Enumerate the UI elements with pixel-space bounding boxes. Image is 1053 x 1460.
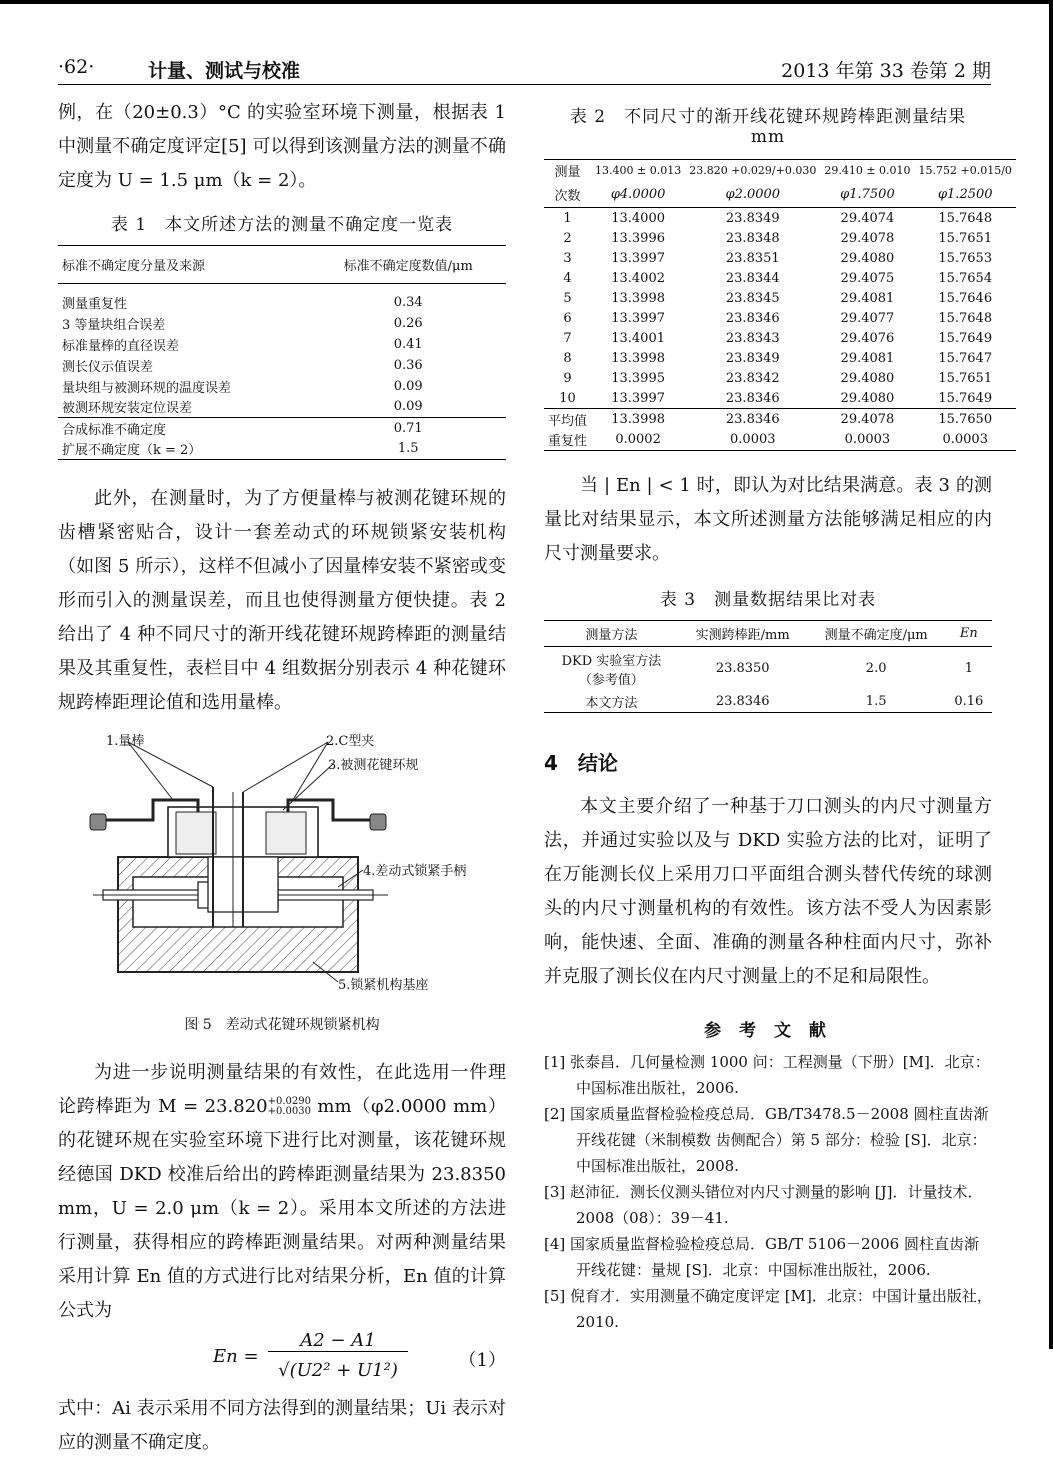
left-column	[58, 96, 506, 1460]
t2-cell: 13.3998	[611, 291, 665, 306]
paragraph-4: 式中：Ai 表示采用不同方法得到的测量结果；Ui 表示对应的测量不确定度。	[58, 1398, 506, 1453]
t2-cell: 15.7648	[938, 210, 993, 226]
t2-cell: 29.4080	[840, 390, 895, 406]
reference-item: [3] 赵沛征．测长仪测头错位对内尺寸测量的影响 [J]．计量技术．2008（08）：39－41.	[544, 1183, 983, 1227]
eq-denominator: √(U2² + U1²)	[278, 1360, 398, 1381]
t2-col-head: 29.410 ± 0.010	[824, 164, 911, 178]
t1-cell: 扩展不确定度（k = 2）	[62, 443, 202, 459]
t2-cell: 13.4000	[611, 210, 665, 226]
table1-caption: 表 1 本文所述方法的测量不确定度一览表	[110, 215, 454, 235]
t2-cell: 1	[563, 210, 572, 226]
t2-cell: 13.3996	[611, 231, 665, 246]
t2-mean: 29.4078	[840, 411, 895, 427]
t2-cell: 29.4080	[840, 251, 895, 266]
t1-cell: 0.34	[393, 294, 423, 310]
fig-label-base: 5.锁紧机构基座	[338, 978, 429, 993]
t2-cell: 23.8351	[725, 251, 780, 266]
reference-item: [5] 倪育才．实用测量不确定度评定 [M]．北京：中国计量出版社，2010.	[544, 1287, 992, 1331]
t2-cell: 29.4080	[840, 371, 895, 386]
tolerance-upper: +0.0290	[267, 1096, 311, 1107]
t3-cell: 23.8350	[715, 661, 770, 677]
t1-cell: 0.41	[393, 336, 423, 352]
t2-cell: 23.8348	[725, 231, 780, 246]
figure-5	[58, 732, 506, 1002]
t1-cell: 0.26	[393, 315, 423, 331]
table-3	[544, 620, 992, 713]
t1-cell: 3 等量块组合误差	[62, 317, 166, 333]
t2-rep: 0.0003	[730, 432, 776, 448]
equation-1	[58, 1328, 506, 1392]
t2-rep: 0.0002	[615, 432, 661, 448]
fig-label-ring: 3.被测花键环规	[328, 758, 419, 773]
t2-cell: 15.7649	[938, 331, 993, 346]
t2-mean: 23.8346	[725, 411, 780, 427]
t3-method-line2: （参考值）	[578, 672, 644, 688]
t2-cell: 15.7653	[938, 251, 993, 266]
t1-cell: 0.71	[393, 420, 423, 436]
t2-cell: 29.4074	[840, 210, 895, 226]
t1-cell: 0.09	[393, 399, 423, 415]
t1-cell: 0.09	[393, 378, 423, 394]
right-column	[544, 96, 1012, 1335]
t2-cell: 5	[563, 291, 572, 306]
t2-cell: 29.4075	[840, 271, 895, 286]
table3-caption: 表 3 测量数据结果比对表	[659, 590, 877, 610]
t2-cell: 13.4002	[611, 271, 665, 286]
t3-header: 实测跨棒距/mm	[695, 628, 790, 643]
t2-rowhead: 测量	[554, 165, 581, 181]
tolerance-lower: +0.0030	[267, 1106, 311, 1117]
t2-rod: φ4.0000	[610, 186, 666, 202]
t3-cell: 23.8346	[715, 693, 770, 709]
t1-cell: 量块组与被测环规的温度误差	[62, 380, 232, 396]
t3-header: 测量方法	[585, 628, 638, 643]
top-border	[0, 0, 1053, 4]
issue-info: 2013 年第 33 卷第 2 期	[781, 60, 991, 82]
t2-rep: 0.0003	[844, 432, 891, 448]
t2-cell: 9	[563, 371, 572, 386]
t2-cell: 29.4081	[840, 351, 895, 366]
t2-cell: 13.3998	[611, 351, 665, 366]
t3-header: En	[959, 626, 978, 641]
t2-cell: 7	[563, 331, 572, 346]
t2-cell: 10	[559, 390, 576, 406]
t2-rep: 重复性	[548, 434, 588, 450]
journal-title: 计量、测试与校准	[148, 60, 301, 82]
t2-rod: φ2.0000	[725, 186, 781, 202]
t1-cell: 1.5	[397, 441, 419, 457]
t1-header-source: 标准不确定度分量及来源	[62, 259, 206, 274]
t3-cell: 本文方法	[585, 695, 638, 711]
paragraph-3	[58, 1056, 506, 1328]
t2-cell: 15.7651	[938, 371, 993, 386]
t2-cell: 15.7646	[938, 291, 993, 306]
t2-cell: 15.7651	[938, 231, 993, 246]
t2-cell: 2	[563, 231, 572, 246]
t1-cell: 测长仪示值误差	[62, 359, 154, 375]
t2-mean: 平均值	[548, 413, 588, 429]
t2-cell: 13.3997	[611, 251, 665, 266]
t2-mean: 13.3998	[611, 411, 665, 427]
t2-cell: 13.3995	[611, 371, 665, 386]
right-border	[1049, 0, 1053, 1349]
tolerance	[268, 1097, 311, 1117]
fig-label-clamp: 2.C型夹	[326, 734, 375, 749]
paragraph-6: 本文主要介绍了一种基于刀口测头的内尺寸测量方法，并通过实验以及与 DKD 实验方法的比对，证明了在万能测长仪上采用刀口平面组合测头替代传统的球测头的内尺寸测量机构的有效性。该方法不受人为因素影响，能快速、全面、准确的测量各种柱面内尺寸，弥补并克服了测长仪在内尺寸测量上的不足和局限性。	[544, 796, 992, 987]
fig-label-handle: 4.差动式锁紧手柄	[363, 864, 467, 879]
t1-cell: 标准量棒的直径误差	[62, 338, 180, 354]
t2-rowhead: 次数	[554, 188, 581, 204]
t1-cell: 测量重复性	[62, 296, 128, 312]
t3-cell: 0.16	[954, 693, 984, 709]
t2-cell: 23.8342	[725, 371, 780, 386]
t2-cell: 29.4081	[840, 291, 895, 306]
t3-cell: 2.0	[865, 661, 887, 677]
p3-text-a: 为进一步说明测量结果的有效性，在此选用一件理论跨棒距为 M = 23.820	[58, 1062, 506, 1117]
eq-number: （1）	[458, 1350, 506, 1371]
t2-cell: 23.8344	[725, 271, 780, 286]
t3-method-line1: DKD 实验室方法	[561, 653, 662, 669]
t2-cell: 15.7647	[938, 351, 993, 366]
reference-item: [4] 国家质量监督检验检疫总局．GB/T 5106－2006 圆柱直齿渐开线花键：量规 [S]．北京：中国标准出版社，2006.	[544, 1235, 979, 1279]
page-number: ·62·	[58, 56, 95, 78]
t1-header-value: 标准不确定度数值/μm	[343, 259, 473, 274]
t3-cell: 1.5	[865, 693, 887, 709]
t2-col-head: 13.400 ± 0.013	[595, 164, 682, 178]
paragraph-5: 当 | En | < 1 时，即认为对比结果满意。表 3 的测量比对结果显示，本文所述测量方法能够满足相应的内尺寸测量要求。	[544, 475, 992, 564]
t3-header: 测量不确定度/μm	[824, 628, 928, 643]
eq-lhs: En =	[213, 1346, 259, 1367]
t2-col-head: 15.752 +0.015/0	[918, 164, 1012, 178]
t2-cell: 29.4078	[840, 231, 895, 246]
t2-cell: 23.8345	[725, 291, 780, 306]
t2-cell: 29.4076	[840, 331, 895, 346]
t1-cell: 被测环规安装定位误差	[62, 401, 193, 417]
figure-caption: 图 5 差动式花键环规锁紧机构	[184, 1017, 380, 1033]
t2-col-head: 23.820 +0.029/+0.030	[689, 164, 817, 178]
t2-rod: φ1.7500	[840, 186, 895, 202]
t2-cell: 3	[563, 251, 572, 266]
references-list	[544, 1049, 992, 1335]
t2-cell: 13.3997	[611, 311, 665, 326]
t2-cell: 15.7649	[938, 390, 993, 406]
t2-cell: 23.8346	[725, 390, 780, 406]
page-header	[58, 50, 991, 85]
t2-cell: 4	[563, 271, 572, 286]
t2-rep: 0.0003	[942, 432, 988, 448]
t2-cell: 15.7648	[938, 311, 993, 326]
t2-cell: 29.4077	[840, 311, 895, 326]
references-title: 参 考 文 献	[704, 1021, 832, 1041]
paragraph-2: 此外，在测量时，为了方便量棒与被测花键环规的齿槽紧密贴合，设计一套差动式的环规锁紧安装机构（如图 5 所示），这样不但减小了因量棒安装不紧密或变形而引入的测量误差，而且也使得测量方便快捷。表 2 给出了 4 种不同尺寸的渐开线花键环规跨棒距的测量结果及其重复性，表栏目中 4 组数据分别表示 4 种花键环规跨棒距理论值和选用量棒。	[58, 488, 506, 713]
t1-cell: 合成标准不确定度	[62, 422, 167, 438]
table-2	[544, 159, 1016, 451]
eq-numerator: A2 − A1	[268, 1330, 408, 1352]
t2-cell: 6	[563, 311, 572, 326]
t2-rod: φ1.2500	[937, 186, 993, 202]
t2-cell: 8	[563, 351, 572, 366]
reference-item: [2] 国家质量监督检验检疫总局．GB/T3478.5－2008 圆柱直齿渐开线花键（米制模数 齿侧配合）第 5 部分：检验 [S]．北京：中国标准出版社，2008.	[544, 1105, 989, 1175]
fig-label-rod: 1.量棒	[106, 734, 145, 749]
section-heading: 4 结论	[544, 751, 618, 775]
p3-text-b: mm（φ2.0000 mm）的花键环规在实验室环境下进行比对测量，该花键环规经德国 DKD 校准后给出的跨棒距测量结果为 23.8350 mm，U = 2.0 μm（k = 2）。采用本文所述的方法进行测量，获得相应的跨棒距测量结果。对两种测量结果采用计算 En 值的方式进行比对结果分析，En 值的计算公式为	[58, 1096, 506, 1321]
t3-cell: 1	[964, 661, 973, 677]
t2-cell: 23.8349	[725, 351, 780, 366]
table-1	[58, 245, 506, 460]
t1-cell: 0.36	[393, 357, 423, 373]
reference-item: [1] 张泰昌．几何量检测 1000 问：工程测量（下册）[M]．北京：中国标准出版社，2006.	[544, 1053, 990, 1097]
t3-method-dkd	[544, 647, 679, 691]
table2-caption: 表 2 不同尺寸的渐开线花键环规跨棒距测量结果 mm	[569, 107, 985, 147]
t2-cell: 23.8349	[725, 210, 780, 226]
t2-cell: 23.8346	[725, 311, 780, 326]
t2-cell: 13.3997	[611, 390, 665, 406]
t2-mean: 15.7650	[938, 411, 993, 427]
paragraph-1: 例，在（20±0.3）°C 的实验室环境下测量，根据表 1 中测量不确定度评定[5] 可以得到该测量方法的测量不确定度为 U = 1.5 μm（k = 2）。	[58, 102, 506, 191]
t2-cell: 15.7654	[938, 271, 993, 286]
t2-cell: 13.4001	[611, 331, 665, 346]
t2-cell: 23.8343	[725, 331, 780, 346]
